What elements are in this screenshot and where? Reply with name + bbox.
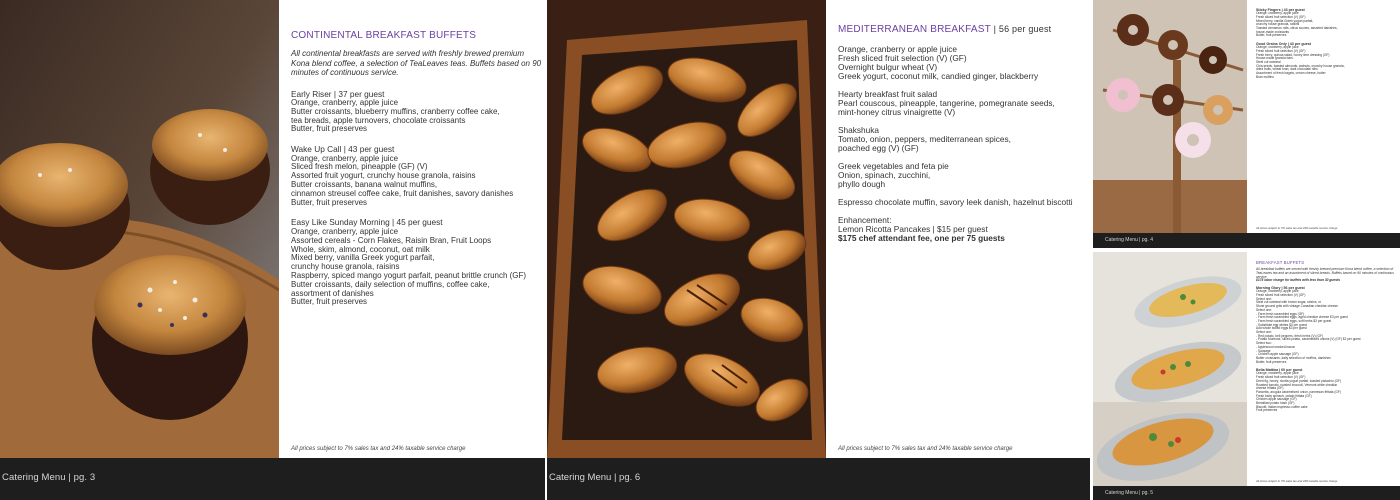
section-title: Early Riser | 37 per guest — [291, 88, 385, 99]
menu-item: Chia seeds, toasted almonds, walnuts, crunchy house granola, — [1256, 63, 1345, 68]
menu-item: Butter, fruit preserves — [291, 124, 368, 134]
page-footer — [0, 458, 545, 500]
menu-text-column — [826, 0, 1090, 458]
menu-item: Tomato, onion, peppers, mediterranean spices, — [838, 134, 1011, 144]
menu-item: Fresh berry, quinoa salad, honey lime dressing (GF) — [1256, 52, 1330, 57]
menu-item: Steel cut oatmeal — [1256, 59, 1281, 64]
menu-section — [838, 126, 1088, 153]
menu-section-early-riser — [291, 90, 543, 135]
buffet-intro — [1256, 268, 1398, 283]
menu-item: Assortment of fresh bagels, cream cheese, butter — [1256, 71, 1326, 76]
menu-item: mint-honey citrus vinaigrette (V) — [838, 107, 956, 117]
menu-text-column — [1247, 0, 1400, 233]
section-title: Bella Mattina | 60 per guest — [1256, 368, 1303, 373]
menu-item: Butter croissants, daily selection of muffins, danishes — [1256, 355, 1331, 360]
menu-item: Whole, skim, almond, coconut, oat milk — [291, 244, 430, 254]
menu-section-good-grains — [1256, 42, 1398, 79]
menu-item: Breakfast potato hash (GF) — [1256, 401, 1295, 406]
menu-item: dried fruits, wheat bran, dark chocolate nibs — [1256, 67, 1318, 72]
enhancement-section — [838, 216, 1088, 243]
page-heading — [838, 24, 1088, 35]
menu-section-easy-like-sunday — [291, 218, 543, 307]
menu-item: Roasted tomato, roasted broccoli, Vermont white cheddar — [1256, 382, 1338, 387]
menu-item: Assorted fruit yogurt, crunchy house granola, raisins — [291, 171, 476, 181]
menu-item: Butter, fruit preserves — [291, 197, 368, 207]
menu-item: Orange, cranberry, apple juice — [1256, 289, 1299, 294]
menu-item: Orange, cranberry, apple juice — [291, 153, 399, 163]
tax-note: All prices subject to 7% sales tax and 24% taxable service charge — [291, 446, 466, 452]
menu-item: House-made granola bars — [1256, 56, 1293, 61]
menu-item: Select one: — [1256, 307, 1272, 312]
menu-item: Raspberry, spiced mango yogurt parfait, peanut brittle crunch (GF) — [291, 270, 527, 280]
menu-item: Select two: — [1256, 341, 1272, 346]
menu-section-wake-up-call — [291, 145, 543, 207]
menu-item: Greek yogurt, coconut milk, candied ginger, blackberry — [838, 71, 1039, 81]
menu-section — [838, 198, 1088, 207]
heading-price: | 56 per guest — [990, 24, 1052, 34]
menu-item: Select one: — [1256, 330, 1272, 335]
menu-item: - Chicken apple sausage (GF) — [1256, 352, 1299, 357]
menu-item: Fruit preserves — [1256, 408, 1278, 413]
frittata-photo — [1093, 252, 1247, 486]
menu-text-column — [1247, 252, 1400, 486]
menu-item: Fresh sliced fruit selection (V) (GF) — [1256, 48, 1306, 53]
menu-item: house-made croissants — [1256, 29, 1289, 34]
menu-section-bella-mattina — [1256, 368, 1398, 413]
page-footer — [1093, 233, 1400, 248]
menu-page-3 — [0, 0, 545, 500]
menu-item: Butter croissants, blueberry muffins, cranberry coffee cake, — [291, 106, 500, 116]
croissants-photo — [547, 0, 826, 458]
page-footer — [1093, 486, 1400, 500]
menu-item: cinnamon streusel coffee cake, fruit danishes, savory danishes — [291, 188, 514, 198]
menu-item: Orange, cranberry, apple juice — [1256, 371, 1299, 376]
menu-item: crunchy house granola, raisins — [1256, 22, 1300, 27]
menu-item: Pancetta, arugula caramelized onion, parmesan frittata (GF) — [1256, 389, 1341, 394]
menu-text-column — [279, 0, 545, 458]
menu-item: Select one: — [1256, 296, 1272, 301]
menu-item: Enhancement: — [838, 215, 892, 225]
menu-item: Greek vegetables and feta pie — [838, 161, 949, 171]
page-heading: BREAKFAST BUFFETS — [1256, 260, 1305, 265]
menu-page-4-thumbnail[interactable] — [1093, 0, 1400, 248]
menu-item: Overnight bulgur wheat (V) — [838, 62, 938, 72]
menu-item: - Farm fresh scrambled eggs, soft herbs $3 per guest — [1256, 318, 1332, 323]
menu-item: Hearty breakfast fruit salad — [838, 89, 938, 99]
menu-item: Orange, cranberry, apple juice — [291, 226, 399, 236]
menu-item: Onion, spinach, zucchini, — [838, 170, 931, 180]
section-title: Sticky Fingers | 43 per guest — [1256, 8, 1305, 12]
menu-item: Bran muffins — [1256, 74, 1274, 79]
muffins-photo — [0, 0, 279, 458]
page-footer — [547, 458, 1090, 500]
menu-item: Espresso chocolate muffin, savory leek danish, hazelnut biscotti — [838, 197, 1073, 207]
menu-item: Chicken apple sausage (GF) — [1256, 397, 1297, 402]
heading-title: MEDITERRANEAN BREAKFAST — [838, 24, 991, 35]
section-title: Morning Glory | 56 per guest — [1256, 286, 1305, 291]
menu-item: - Farm fresh scrambled eggs (GF) — [1256, 311, 1305, 316]
menu-item: Butter croissants, daily selection of muffins, coffee cake, — [291, 279, 490, 289]
menu-item: Butter croissants, banana walnut muffins, — [291, 180, 438, 190]
menu-item: Mixed berry, vanilla Greek yogurt parfait, — [291, 253, 435, 263]
menu-item: - Potato Moreuse, sliced potato, caramelized onions (V) (GF) $2 per guest — [1256, 337, 1361, 342]
labor-charge-note: $175 labor charge for buffets with less than 30 guests — [1256, 278, 1341, 283]
menu-page-6 — [547, 0, 1090, 500]
menu-item: - Farm fresh scrambled eggs, aged cheddar cheese $3 per guest — [1256, 315, 1348, 320]
menu-item: Steel cut oatmeal with brown sugar, raisins, or — [1256, 300, 1322, 305]
menu-item: Mixed berry, vanilla Greek yogurt parfait, — [1256, 18, 1314, 23]
menu-item: tea breads, apple turnovers, chocolate croissants — [291, 115, 466, 125]
menu-item: Orange, cranberry or apple juice — [838, 44, 957, 54]
page-heading: CONTINENTAL BREAKFAST BUFFETS — [291, 30, 477, 41]
menu-item: Orange, cranberry, apple juice — [1256, 45, 1299, 50]
menu-item: Butter, fruit preserves — [1256, 33, 1287, 38]
menu-section — [838, 162, 1088, 189]
footer-page-label: Catering Menu | pg. 4 — [1105, 237, 1153, 243]
menu-item: Dried fig, honey, ricotta yogurt parfait, toasted pistachio (GF) — [1256, 378, 1342, 383]
menu-item: Assorted cereals - Corn Flakes, Raisin Bran, Fruit Loops — [291, 235, 492, 245]
menu-page-5-thumbnail[interactable] — [1093, 252, 1400, 500]
menu-item: assortment of danishes — [291, 288, 374, 298]
section-title: Easy Like Sunday Morning | 45 per guest — [291, 217, 443, 228]
menu-item: Shakshuka — [838, 125, 880, 135]
menu-item: - Sausage — [1256, 348, 1271, 353]
intro-text: All breakfast buffets are served with freshly brewed premium Kona blend coffee, a selection of TeaLeaves tea and an assortment of sliced breads. Buffets based on 90 minutes of continuous service. — [1256, 267, 1394, 279]
menu-section — [838, 45, 1088, 81]
menu-item: phyllo dough — [838, 179, 886, 189]
tax-note: All prices subject to 7% sales tax and 24% taxable service charge — [1256, 226, 1338, 230]
menu-item: Toasted cinnamon rolls, citrus scones, assorted danishes, — [1256, 25, 1338, 30]
menu-item: Butter, fruit preserves — [291, 297, 368, 307]
footer-page-label: Catering Menu | pg. 6 — [549, 472, 641, 483]
menu-item: Biscotti, Italian espresso coffee cake — [1256, 404, 1308, 409]
tax-note: All prices subject to 7% sales tax and 24% taxable service charge — [1256, 479, 1338, 483]
menu-item: - Applewood smoked bacon — [1256, 344, 1296, 349]
donuts-photo — [1093, 0, 1247, 233]
menu-item: Fresh baby spinach, potato frittata (GF) — [1256, 393, 1312, 398]
menu-item: Butter, fruit preserves — [1256, 359, 1287, 364]
menu-item: Fresh sliced fruit selection (V) (GF) — [1256, 292, 1306, 297]
menu-section — [838, 90, 1088, 117]
menu-item: - Red potato, bell peppers, fresh herbs (V) (GF) — [1256, 333, 1323, 338]
menu-item: poached egg (V) (GF) — [838, 143, 919, 153]
menu-item: Lemon Ricotta Pancakes | $15 per guest — [838, 224, 988, 234]
menu-item: cheese frittata (GF) — [1256, 386, 1284, 391]
menu-item: Stone ground grits with vintage Canadian cheddar cheese — [1256, 304, 1338, 309]
section-title: Good Grains Only | 43 per guest — [1256, 42, 1311, 47]
menu-item: Fresh sliced fruit selection (V) (GF) — [838, 53, 967, 63]
menu-item: - Substitute egg whites $3 per guest — [1256, 322, 1307, 327]
footer-page-label: Catering Menu | pg. 5 — [1105, 490, 1153, 496]
menu-item: Fresh sliced fruit selection (V) (GF) — [1256, 14, 1306, 19]
menu-item: Sliced fresh melon, pineapple (GF) (V) — [291, 162, 428, 172]
menu-section-sticky-fingers — [1256, 8, 1398, 38]
menu-item: Orange, cranberry, apple juice — [1256, 11, 1299, 16]
menu-section-morning-glory — [1256, 286, 1398, 364]
menu-item: Pearl couscous, pineapple, tangerine, pomegranate seeds, — [838, 98, 1055, 108]
menu-item: Fresh sliced fruit selection (V) (GF) — [1256, 375, 1306, 380]
menu-item: crunchy house granola, raisins — [291, 262, 400, 272]
tax-note: All prices subject to 7% sales tax and 24% taxable service charge — [838, 446, 1013, 452]
section-title: Wake Up Call | 43 per guest — [291, 144, 395, 155]
menu-item: Orange, cranberry, apple juice — [291, 98, 399, 107]
buffet-intro: All continental breakfasts are served with freshly brewed premium Kona blend coffee, a selection of TeaLeaves teas. Buffets based on 90 minutes of continuous service. — [291, 49, 542, 77]
menu-item: Add whole boiled eggs $3 per guest — [1256, 326, 1307, 331]
attendant-fee: $175 chef attendant fee, one per 75 guests — [838, 233, 1005, 243]
footer-page-label: Catering Menu | pg. 3 — [2, 472, 96, 483]
